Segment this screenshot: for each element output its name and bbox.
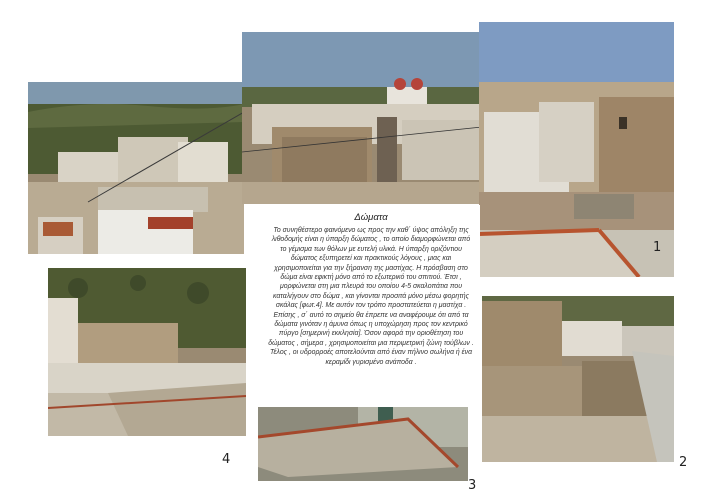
photo-stone-houses-church [242, 32, 482, 204]
photo-number-4: 4 [222, 452, 231, 467]
photo-roof-edge [258, 407, 468, 481]
caption-title: Δώματα [354, 212, 388, 223]
caption-body: Το συνηθέστερο φαινόμενο ως προς την καθ΄ ύψος απόληξη της λιθοδομής είναι η ύπαρξη δώματος , το οποίο διαμορφώνεται από το γέμισμα των θόλων με ευτελή υλικά. Η ύπαρξη οριζόντιου δώματος εξυπηρετεί και πρακτικούς λόγους , μιας και χρησιμοποιείται για την ξήρανση της μαστίχας. Η πρόσβαση στο δώμα είναι εφικτή μόνο από το εξωτερικό του σπιτιού. Έτσι , μορφώνεται στη μια πλευρά του οποίου 4-5 σκαλοπάτια που καταλήγουν στο δώμα , και γίνονται προσιτά μόνο μέσω φορητής σκάλας [φωτ.4]. Με αυτόν τον τρόπο προστατεύεται η μαστίχα . Επίσης , σ΄ αυτό το σημείο θα έπρεπε να αναφέρουμε ότι από τα δώματα γινόταν η άμυνα όπως η υποχώρηση προς τον κεντρικό πύργο [σημερινή εκκλησία]. Όσον αφορά την οριοθέτηση του δώματος , σήμερα , χρησιμοποιείται μια περιμετρική ζώνη τούβλων . Τέλος , οι υδρορροές αποτελούνται από έναν πήλινο σωλήνα ή ένα κεραμίδι γυρισμένο ανάποδα . [268, 227, 474, 366]
photo-number-2: 2 [679, 455, 688, 470]
photo-stone-walls-street [482, 296, 674, 462]
photo-number-1: 1 [653, 240, 662, 255]
photo-rooftop-terrace [479, 22, 674, 277]
caption-box [262, 205, 480, 405]
photo-number-3: 3 [468, 478, 477, 493]
photo-roof-terrace-stairs [48, 268, 246, 436]
photo-village-panorama [28, 82, 244, 254]
